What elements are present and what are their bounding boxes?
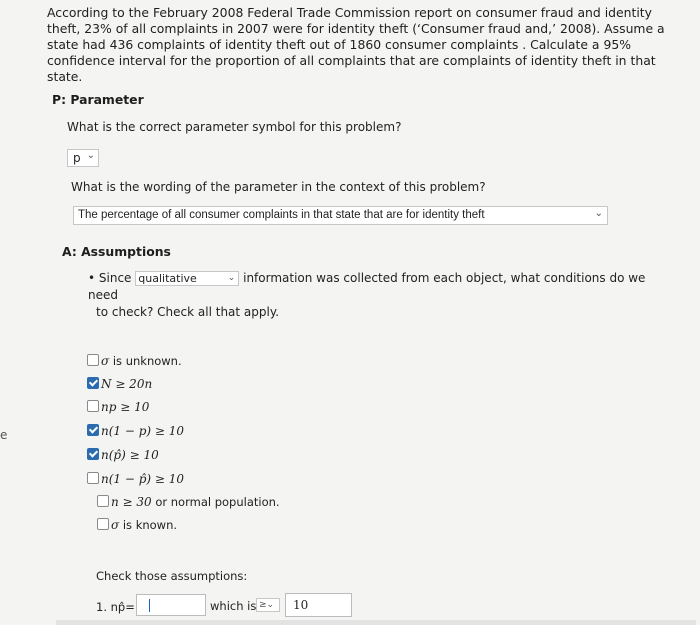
assumptions-heading: A: Assumptions: [62, 244, 171, 259]
symbol-question: What is the correct parameter symbol for this problem?: [67, 120, 402, 134]
condition-math: N ≥ 20n: [101, 377, 153, 391]
parameter-heading: P: Parameter: [52, 92, 144, 107]
bottom-divider: [56, 620, 696, 625]
checkbox[interactable]: [87, 354, 99, 366]
condition-math: np ≥ 10: [101, 400, 150, 414]
condition-option[interactable]: [87, 447, 159, 463]
chevron-down-icon: ⌄: [227, 273, 236, 283]
condition-text: is unknown.: [109, 354, 182, 368]
comparison-select[interactable]: [256, 598, 280, 612]
chevron-down-icon: ⌄: [594, 208, 603, 219]
condition-math: σ: [111, 518, 120, 532]
check-assumptions-heading: Check those assumptions:: [96, 569, 248, 583]
cropped-edge-text: e: [0, 428, 8, 442]
condition-option[interactable]: [87, 376, 152, 392]
comparison-value: ≥: [259, 600, 267, 610]
which-is-label: which is: [210, 599, 257, 613]
chevron-down-icon: ⌄: [86, 150, 95, 161]
condition-math: n(1 − p̂) ≥ 10: [101, 472, 185, 486]
bullet-suffix: information was collected from each object, what conditions do we need: [88, 271, 646, 302]
condition-option[interactable]: [97, 494, 280, 510]
np-hat-input[interactable]: [136, 594, 206, 616]
condition-text: is known.: [119, 518, 178, 532]
condition-option[interactable]: [87, 423, 184, 439]
parameter-wording-select[interactable]: [73, 206, 608, 225]
bullet-suffix-2: to check? Check all that apply.: [96, 305, 280, 319]
assumptions-question: [88, 270, 658, 321]
condition-option[interactable]: [87, 353, 182, 369]
chevron-down-icon: ⌄: [266, 600, 275, 610]
condition-math: n(p̂) ≥ 10: [101, 448, 159, 462]
bullet-icon: •: [88, 271, 96, 285]
problem-statement: According to the February 2008 Federal Trade Commission report on consumer fraud and identity theft, 23% of all complaints in 2007 were for identity theft (‘Consumer fraud and,’ 2008). Assume a state had 436 complaints of identity theft out of 1860 consumer complaints . Calculate a 95% confidence interval for the proportion of all complaints that are complaints of identity theft in that state.: [47, 5, 665, 84]
condition-math: n(1 − p) ≥ 10: [101, 424, 185, 438]
parameter-symbol-select[interactable]: [67, 149, 99, 167]
condition-text: or normal population.: [151, 495, 280, 509]
condition-option[interactable]: [87, 471, 184, 487]
condition-option[interactable]: [97, 517, 177, 533]
condition-option[interactable]: [87, 399, 149, 415]
wording-question: What is the wording of the parameter in the context of this problem?: [71, 180, 486, 194]
information-type-select[interactable]: [135, 271, 239, 286]
checkbox[interactable]: [97, 495, 109, 507]
checkbox[interactable]: [87, 400, 99, 412]
threshold-box: 10: [285, 593, 352, 617]
checkbox[interactable]: [87, 472, 99, 484]
condition-math: n ≥ 30: [111, 495, 152, 509]
condition-math: σ: [101, 354, 110, 368]
parameter-symbol-value: p: [73, 151, 81, 165]
checkbox-checked[interactable]: [87, 377, 99, 389]
checkbox[interactable]: [97, 518, 109, 530]
checkbox-checked[interactable]: [87, 448, 99, 460]
parameter-wording-value: The percentage of all consumer complaints in that state that are for identity theft: [78, 209, 485, 221]
checkbox-checked[interactable]: [87, 424, 99, 436]
np-label-text: 1. np̂=: [96, 600, 135, 614]
information-type-value: qualitative: [138, 272, 197, 285]
text-cursor: [149, 599, 150, 612]
bullet-prefix: Since: [98, 271, 132, 285]
